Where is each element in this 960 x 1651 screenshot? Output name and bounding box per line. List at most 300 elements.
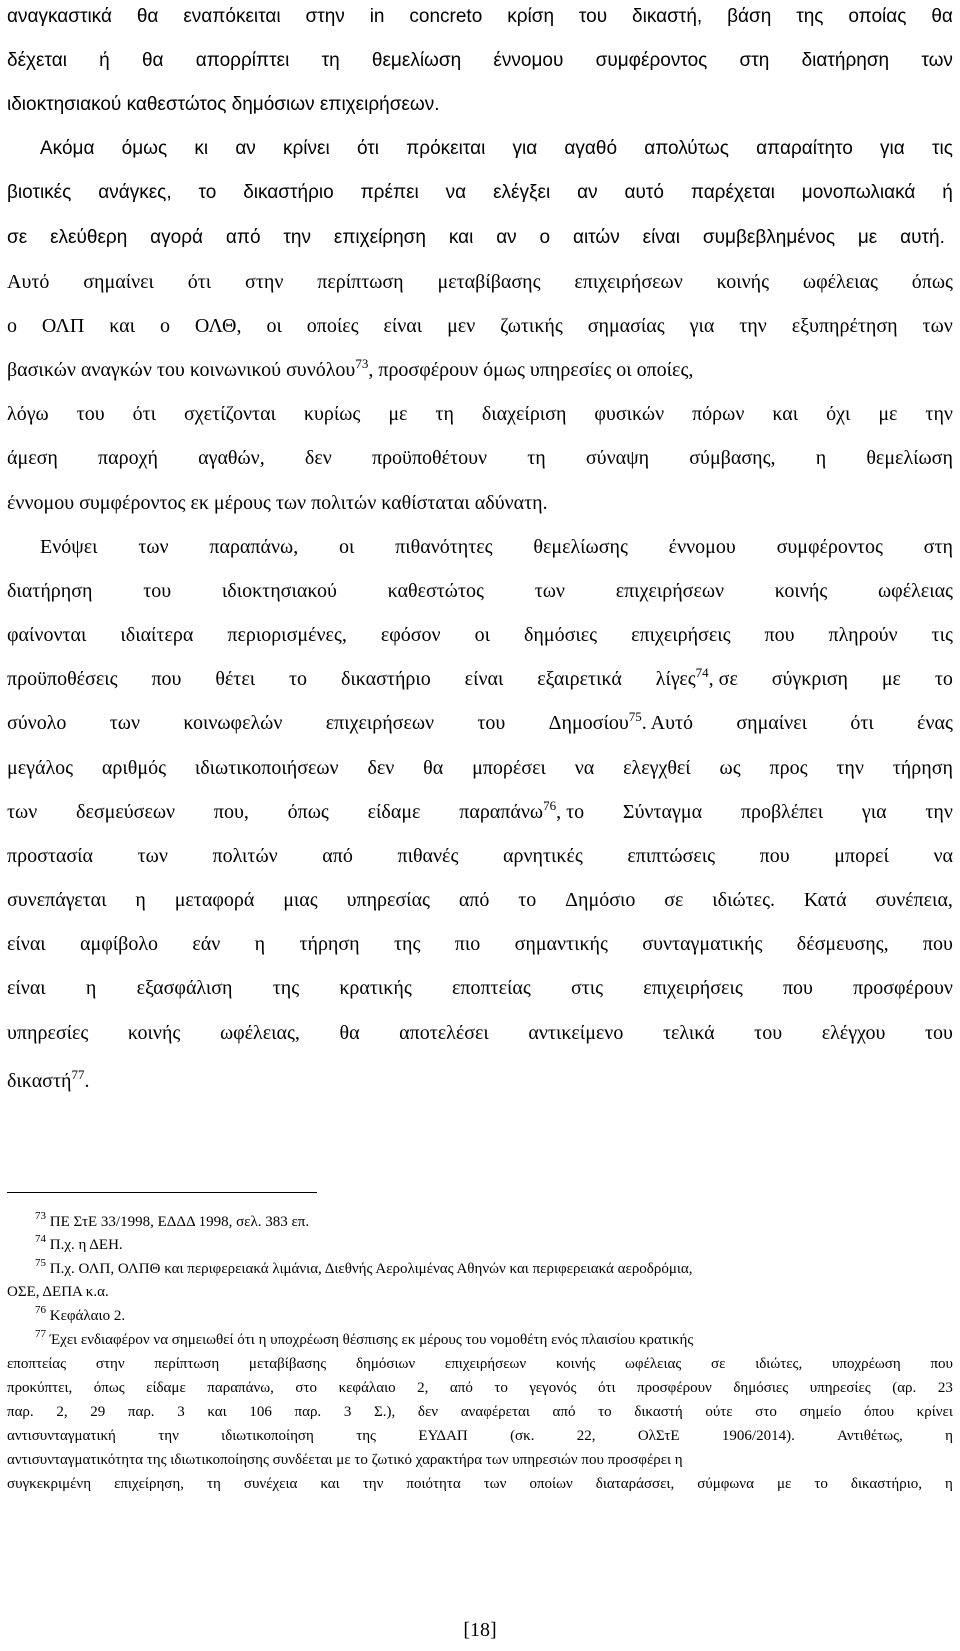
word: Σύνταγμα [622, 801, 703, 823]
word: 2, [417, 1380, 429, 1396]
word: υπηρεσίες [7, 1022, 89, 1044]
footnote-separator [7, 1192, 317, 1193]
word: επιχειρήσεις [631, 624, 731, 646]
word: η [815, 447, 827, 469]
word: του [924, 1022, 953, 1044]
word: σημείο [799, 1404, 842, 1420]
word: , το [556, 801, 585, 823]
word: γεγονός [529, 1380, 577, 1396]
word: ιδιοκτησιακού [221, 580, 337, 602]
word: είναι [7, 933, 46, 955]
word: δικαστή [634, 1404, 683, 1420]
word: κυρίως [303, 403, 361, 425]
word: άμεση [7, 447, 58, 469]
word: το [598, 1404, 612, 1420]
word: και [772, 403, 799, 425]
word: ιδιώτες, [755, 1356, 803, 1372]
word: με [878, 403, 898, 425]
word: ότι [597, 1380, 616, 1396]
word: για [689, 315, 715, 337]
word: μιας [283, 889, 318, 911]
word: πρόκειται [406, 138, 486, 159]
word: επιχείρηση, [114, 1476, 184, 1492]
word: τήρηση [892, 757, 953, 779]
word: αντικείμενο [528, 1022, 624, 1044]
text-line [7, 181, 953, 205]
word: ότι [187, 271, 212, 293]
word: 1906/2014). [721, 1428, 795, 1444]
word: τις [931, 138, 953, 159]
word: αν [496, 227, 517, 248]
text-line [7, 932, 953, 956]
word: στη [739, 50, 770, 71]
word: στη [923, 536, 953, 558]
word: συνέπεια, [875, 889, 953, 911]
word: διατήρηση [801, 50, 890, 71]
word: μεγάλος [7, 757, 74, 779]
word: όχι [826, 403, 851, 425]
word: των [7, 801, 38, 823]
word: συνέχεια [243, 1476, 298, 1492]
word: αντισυνταγματική [7, 1428, 116, 1444]
word: λίγες [655, 668, 696, 690]
word: ΟλΣτΕ [637, 1428, 680, 1444]
word: θεμελίωση [866, 447, 953, 469]
word: ελέγξει [493, 182, 551, 203]
word: στην [95, 1356, 125, 1372]
word: θεμελίωση [371, 50, 462, 71]
word: ωφέλειας [802, 271, 878, 293]
word: προβλέπει [740, 801, 824, 823]
word: 3 [177, 1404, 185, 1420]
word: σημαντικής [514, 933, 608, 955]
footnote-number: 76 [35, 1304, 46, 1316]
word: 3 [343, 1404, 352, 1420]
text-line [7, 800, 953, 824]
word: σύγκριση [771, 668, 848, 690]
word: παρ. [7, 1404, 34, 1420]
footnote-text-line [7, 1354, 953, 1374]
word: που [922, 933, 953, 955]
word: Αυτό [7, 271, 50, 293]
word: βάση [727, 6, 772, 27]
footnote-number: 75 [35, 1257, 46, 1269]
word: υποχρέωση [831, 1356, 901, 1372]
footnote-text-line [7, 1402, 953, 1422]
word: υπηρεσίας [346, 889, 430, 911]
word: της [272, 977, 300, 999]
word: των [921, 50, 953, 71]
word: εξαιρετικά [537, 668, 622, 690]
word: επιχείρηση [333, 227, 426, 248]
word: από [552, 1404, 576, 1420]
word: συμβεβλημένος [702, 227, 835, 248]
word: οποίων [529, 1476, 573, 1492]
word: Αντιθέτως, [837, 1428, 903, 1444]
footnote-75 [35, 1259, 960, 1279]
word: κρίνει [916, 1404, 953, 1420]
text-segment: δικαστή [7, 1070, 72, 1092]
word: το [934, 668, 953, 690]
word: αυτή. [900, 227, 945, 248]
word: διατήρηση [7, 580, 93, 602]
word: ωφέλειας [878, 580, 953, 602]
word: των [137, 845, 168, 867]
word: έννομου [493, 50, 564, 71]
word: είναι [383, 315, 423, 337]
word: σημαίνει [736, 712, 807, 734]
word: δικαστή, [632, 6, 703, 27]
word: δημόσιων [355, 1356, 416, 1372]
footnote-text: ΠΕ ΣτΕ 33/1998, ΕΔΔΔ 1998, σελ. 383 επ. [49, 1214, 310, 1230]
word: οι [338, 536, 355, 558]
word: περιορισμένες, [227, 624, 347, 646]
word: δικαστήριο [340, 668, 431, 690]
word: του [477, 712, 506, 734]
text-segment: βασικών αναγκών του κοινωνικού συνόλου [7, 359, 356, 381]
word: όμως [121, 138, 168, 159]
word: 106 [249, 1404, 272, 1420]
word: είδαμε [367, 801, 421, 823]
word: πολιτών [212, 845, 278, 867]
word: ωφέλειας [625, 1356, 682, 1372]
page-number: [18] [463, 1619, 497, 1641]
word: δέχεται [7, 50, 67, 71]
word: λόγω [7, 403, 49, 425]
word: εάν [192, 933, 221, 955]
word: αιτών [572, 227, 620, 248]
word: ο [539, 227, 551, 248]
word: κοινής [716, 271, 770, 293]
word: προκύπτει, [7, 1380, 73, 1396]
word: που [930, 1356, 953, 1372]
word: θα [423, 757, 444, 779]
word: της [356, 1428, 376, 1444]
word: ότι [850, 712, 874, 734]
word: κοινωφελών [183, 712, 283, 734]
word: ιδιωτικοποίηση [221, 1428, 314, 1444]
text-line [7, 358, 953, 382]
word: 23 [937, 1380, 953, 1396]
word: εξυπηρέτηση [791, 315, 898, 337]
word: προσφέρουν [853, 977, 953, 999]
word: ΟΛΘ, [194, 315, 242, 337]
word: θα [141, 50, 164, 71]
word: in [369, 6, 385, 27]
word: των [922, 315, 953, 337]
text-line [7, 270, 953, 294]
word: εποπτείας [451, 977, 531, 999]
word: ή [942, 182, 953, 203]
footnote-text-line [7, 1378, 953, 1398]
word-group [549, 711, 693, 735]
footnote-ref: 74 [695, 665, 709, 680]
word: προϋποθέτουν [371, 447, 488, 469]
footnote-ref: 73 [355, 356, 369, 371]
word: αμφίβολο [80, 933, 159, 955]
word: απολύτως [644, 138, 729, 159]
word: η [945, 1428, 953, 1444]
word: κρατικής [339, 977, 412, 999]
word: ιδιωτικοποιήσεων [194, 757, 339, 779]
word-group [459, 800, 584, 824]
word: προϋποθέσεις [7, 668, 118, 690]
footnote-text-line [7, 1474, 953, 1494]
word: τη [207, 1476, 221, 1492]
word: είδαμε [146, 1380, 186, 1396]
word: δεν [304, 447, 332, 469]
word: επιχειρήσεων [444, 1356, 527, 1372]
word: για [512, 138, 538, 159]
word: τη [435, 403, 454, 425]
word: εφόσον [380, 624, 441, 646]
word: μεταβίβασης [248, 1356, 327, 1372]
word: δέσμευσης, [796, 933, 889, 955]
word: από [225, 227, 261, 248]
word: αν [577, 182, 598, 203]
text-line [7, 314, 953, 338]
word: πρέπει [360, 182, 419, 203]
word: σύναψη [585, 447, 650, 469]
text-line [7, 844, 953, 868]
word: αγορά [150, 227, 204, 248]
word: για [861, 801, 887, 823]
word: Ενόψει [40, 536, 98, 558]
word: θα [931, 6, 953, 27]
word: κοινής [774, 580, 828, 602]
word: έννομου [668, 536, 736, 558]
word: Σ.), [374, 1404, 396, 1420]
word: κρίση [507, 6, 555, 27]
word: εναπόκειται [183, 6, 281, 27]
word: με [881, 668, 901, 690]
footnote-text: Έχει ενδιαφέρον να σημειωθεί ότι η υποχρέωση θέσπισης εκ μέρους του νομοθέτη ενός πλαισίου κρατικής [49, 1332, 694, 1348]
word: προστασία [7, 845, 94, 867]
word: ελεύθερη [50, 227, 128, 248]
word: στο [295, 1380, 318, 1396]
word: αναφέρεται [460, 1404, 530, 1420]
word: σημασίας [587, 315, 665, 337]
word: concreto [409, 6, 483, 27]
word: του [143, 580, 172, 602]
word: την [739, 315, 767, 337]
word: στο [755, 1404, 777, 1420]
word: με [857, 227, 878, 248]
word: είναι [642, 227, 681, 248]
word: συμφέροντος [776, 536, 883, 558]
word: και [207, 1404, 227, 1420]
word: και [448, 227, 474, 248]
word: την [836, 757, 864, 779]
text-line [7, 976, 953, 1000]
word: ελεγχθεί [623, 757, 691, 779]
word: είναι [464, 668, 504, 690]
word: εποπτείας [7, 1356, 67, 1372]
word: παρ. [127, 1404, 155, 1420]
word: κοινής [555, 1356, 596, 1372]
word: η [254, 933, 266, 955]
word: συνταγματικής [642, 933, 763, 955]
word-group [656, 667, 738, 691]
word: ο [159, 315, 170, 337]
word: σε [711, 1356, 726, 1372]
word: , σε [708, 668, 738, 690]
word: συγκεκριμένη [7, 1476, 92, 1492]
text-line [7, 1021, 953, 1045]
word: Δημοσίου [548, 712, 629, 734]
text-line [7, 402, 953, 426]
word: της [796, 6, 824, 27]
word: που [782, 977, 813, 999]
word: όπως [287, 801, 329, 823]
word: ότι [356, 138, 379, 159]
word: αγαθό [564, 138, 618, 159]
footnote-text-line: αντισυνταγματικότητα της ιδιωτικοποίησης συνδέεται με το ζωτικό χαρακτήρα των υπηρεσιών που προσφέρει η [7, 1452, 683, 1468]
word: θέτει [215, 668, 256, 690]
word: απαραίτητο [756, 138, 853, 159]
word: σε [664, 889, 684, 911]
word: βιοτικές [7, 182, 72, 203]
word: ως [719, 757, 741, 779]
footnote-74 [35, 1235, 960, 1255]
text-line [7, 446, 953, 470]
word: που [759, 845, 790, 867]
word: όπως [911, 271, 953, 293]
word: περίπτωση [154, 1356, 220, 1372]
word: τις [931, 624, 953, 646]
word: ή [99, 50, 110, 71]
word: από [449, 1380, 473, 1396]
word: τήρηση [299, 933, 360, 955]
word: ποιότητα [406, 1476, 461, 1492]
text-segment: . [84, 1070, 90, 1092]
word: κεφάλαιο [338, 1380, 396, 1396]
word: ΕΥΔΑΠ [418, 1428, 468, 1444]
footnote-77 [35, 1330, 960, 1350]
word: οποίες [306, 315, 359, 337]
text-line [7, 49, 953, 73]
word: την [362, 1476, 384, 1492]
word: σε [7, 227, 28, 248]
word: . Αυτό [641, 712, 694, 734]
word: την [158, 1428, 179, 1444]
footnote-ref: 77 [71, 1067, 85, 1082]
word: με [388, 403, 408, 425]
word: 22, [576, 1428, 596, 1444]
text-line [7, 623, 953, 647]
word: σύνολο [7, 712, 67, 734]
word: απορρίπτει [195, 50, 290, 71]
word: της [393, 933, 421, 955]
word: να [933, 845, 953, 867]
word: δικαστήριο [243, 182, 334, 203]
word: μπορεί [834, 845, 889, 867]
word: να [445, 182, 467, 203]
text-line [7, 756, 953, 780]
word: ΟΛΠ [41, 315, 85, 337]
word: επιχειρήσεων [325, 712, 435, 734]
word: σχετίζονται [183, 403, 276, 425]
text-line [7, 888, 953, 912]
word: καθεστώτος [387, 580, 484, 602]
word: παραπάνω [459, 801, 544, 823]
word: ιδιώτες. [712, 889, 776, 911]
word: Κατά [803, 889, 847, 911]
word: ανάγκες, [98, 182, 172, 203]
word: των [109, 712, 140, 734]
word: μεταβίβασης [437, 271, 541, 293]
footnote-text-line: ΟΣΕ, ΔΕΠΑ κ.α. [7, 1284, 109, 1300]
word: όπως [93, 1380, 125, 1396]
word: πληρούν [828, 624, 898, 646]
footnote-76 [35, 1306, 960, 1326]
word: που [764, 624, 795, 646]
word: στην [305, 6, 345, 27]
word: του [578, 6, 608, 27]
word: εξασφάλιση [136, 977, 233, 999]
word: οποίας [848, 6, 907, 27]
text-line [7, 5, 953, 29]
word: με [776, 1476, 792, 1492]
word: πιθανότητες [395, 536, 493, 558]
text-line [40, 535, 953, 559]
text-line [7, 667, 953, 691]
word: επιχειρήσεων [615, 580, 725, 602]
word: Ακόμα [40, 138, 95, 159]
text-line [7, 1069, 953, 1093]
word: αγαθών, [198, 447, 265, 469]
word: η [85, 977, 97, 999]
word: όπου [864, 1404, 894, 1420]
word: ότι [132, 403, 157, 425]
word: την [283, 227, 311, 248]
text-segment: , προσφέρουν όμως υπηρεσίες οι οποίες, [368, 359, 694, 381]
word: που, [213, 801, 249, 823]
word: (αρ. [892, 1380, 917, 1396]
word: επιχειρήσεων [574, 271, 683, 293]
word: την [925, 403, 953, 425]
word: πιθανές [397, 845, 459, 867]
word: πιο [454, 933, 481, 955]
word: αριθμός [101, 757, 166, 779]
word: το [494, 1380, 508, 1396]
footnote-text: Κεφάλαιο 2. [49, 1308, 126, 1324]
word: φαίνονται [7, 624, 87, 646]
word: δεν [417, 1404, 439, 1420]
word: δικαστήριο, [850, 1476, 922, 1492]
word: δεσμεύσεων [76, 801, 176, 823]
word: των [534, 580, 565, 602]
word: από [458, 889, 490, 911]
word: αναγκαστικά [7, 6, 112, 27]
word: αυτό [624, 182, 664, 203]
word: υπηρεσίες [809, 1380, 871, 1396]
word: φυσικών [594, 403, 665, 425]
word: 2, [56, 1404, 68, 1420]
word: κρίνει [283, 138, 330, 159]
word: περίπτωση [317, 271, 404, 293]
text-line [40, 137, 953, 161]
word: τη [321, 50, 340, 71]
word: το [518, 889, 537, 911]
word: πόρων [692, 403, 745, 425]
word: από [322, 845, 353, 867]
word: δημόσιες [733, 1380, 789, 1396]
word: ένας [917, 712, 953, 734]
word: ο [7, 315, 17, 337]
word: τη [527, 447, 546, 469]
word: διαταράσσει, [595, 1476, 675, 1492]
